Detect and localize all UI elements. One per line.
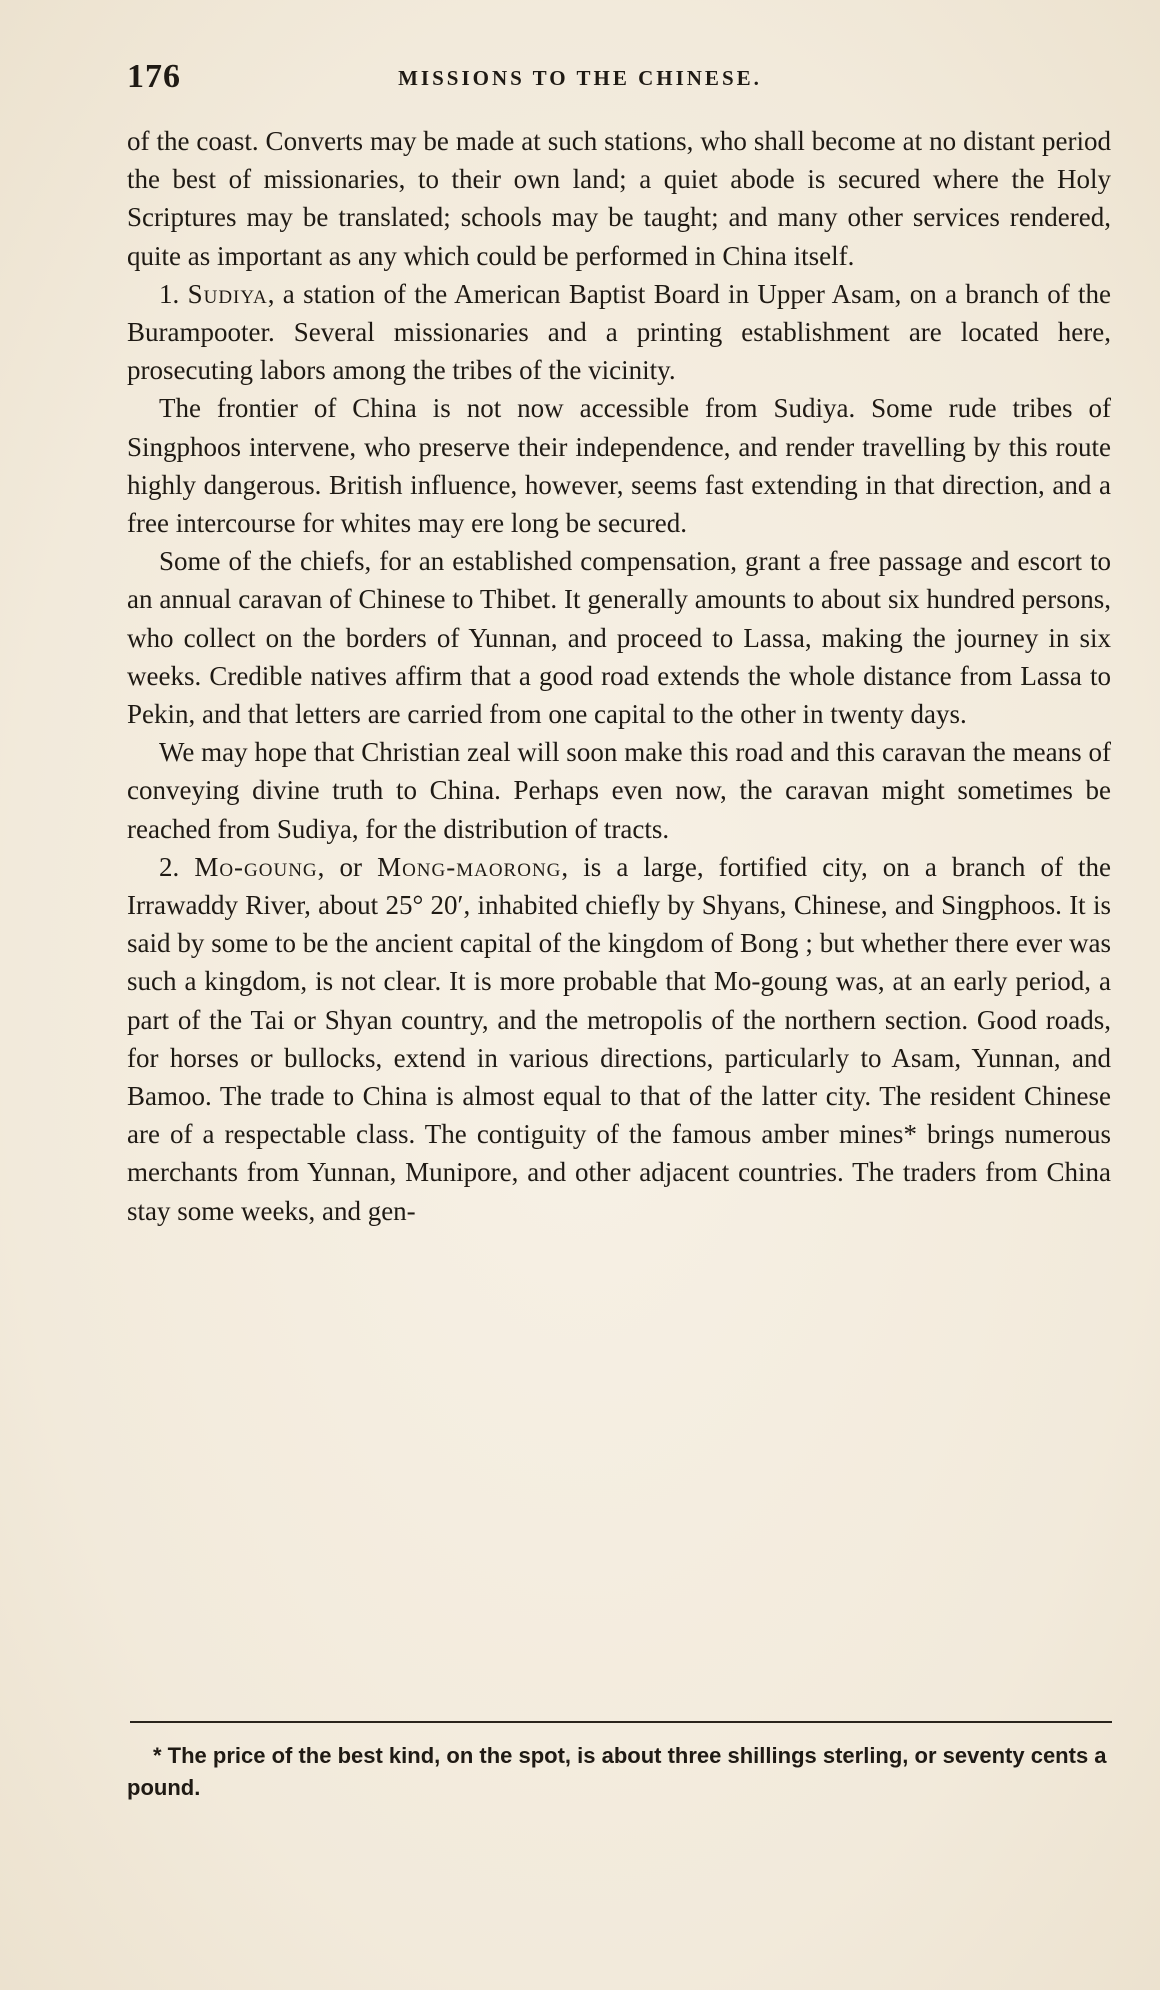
paragraph-hope: We may hope that Christian zeal will soon make this road and this caravan the means of conveying divine truth to China. Perhaps even now, the caravan might sometimes be reached from Sudiya, for the distribution of tracts. <box>127 737 1111 844</box>
running-title: MISSIONS TO THE CHINESE. <box>398 66 762 90</box>
place-name-mo-goung: Mo-goung <box>194 851 318 882</box>
footnote-reference[interactable]: * <box>903 1119 917 1150</box>
paragraph-frontier: The frontier of China is not now accessible from Sudiya. Some rude tribes of Singphoos intervene, who preserve their independence, and render travelling by this route highly dangerous. British influence, however, seems fast extending in that direction, and a free intercourse for whites may ere long be secured. <box>127 393 1111 539</box>
footnote <box>127 1740 1111 1804</box>
paragraph-mo-goung <box>127 848 1111 1230</box>
paragraph-text: , is a large, fortified city, on a branch of the Irrawaddy River, about 25° 20′, inhabited chiefly by Shyans, Chinese, and Singphoos. It is said by some to be the ancient capital of the kingdom of Bong ; but whether there ever was such a kingdom, is not clear. It is more probable that Mo-goung was, at an early period, a part of the Tai or Shyan country, and the metropolis of the northern section. Good roads, for horses or bullocks, extend in various directions, particularly to Asam, Yunnan, and Bamoo. The trade to China is almost equal to that of the latter city. The resident Chinese are of a respectable class. The contiguity of the famous amber mines <box>127 851 1111 1150</box>
item-number: 1. <box>159 278 180 309</box>
item-number: 2. <box>159 851 180 882</box>
paragraph-sudiya <box>127 275 1111 390</box>
paragraph-continuation: of the coast. Converts may be made at such stations, who shall become at no distant period the best of missionaries, to their own land; a quiet abode is secured where the Holy Scriptures may be translated; schools may be taught; and many other services rendered, quite as important as any which could be performed in China itself. <box>127 126 1111 271</box>
footnote-rule <box>130 1721 1112 1723</box>
paragraph-text: , or <box>317 851 378 882</box>
footnote-text: The price of the best kind, on the spot, is about three shillings sterling, or seventy cents a pound. <box>127 1743 1107 1800</box>
body-text <box>127 122 1111 1230</box>
place-name-mong-maorong: Mong-maorong <box>377 851 562 882</box>
paragraph-caravan: Some of the chiefs, for an established compensation, grant a free passage and escort to an annual caravan of Chinese to Thibet. It generally amounts to about six hundred persons, who collect on the borders of Yunnan, and proceed to Lassa, making the journey in six weeks. Credible natives affirm that a good road extends the whole distance from Lassa to Pekin, and that letters are carried from one capital to the other in twenty days. <box>127 546 1111 730</box>
paragraph-text: brings numerous merchants from Yunnan, Munipore, and other adjacent countries. The traders from China stay some weeks, and gen- <box>127 1119 1112 1226</box>
place-name-sudiya: Sudiya <box>187 278 268 309</box>
paragraph-text: , a station of the American Baptist Board in Upper Asam, on a branch of the Burampooter. Several missionaries and a printing establishment are located here, prosecuting labors among the tribes of the vicinity. <box>127 278 1112 386</box>
running-head <box>127 58 1033 98</box>
page-number: 176 <box>127 58 181 95</box>
footnote-mark: * <box>153 1743 162 1768</box>
